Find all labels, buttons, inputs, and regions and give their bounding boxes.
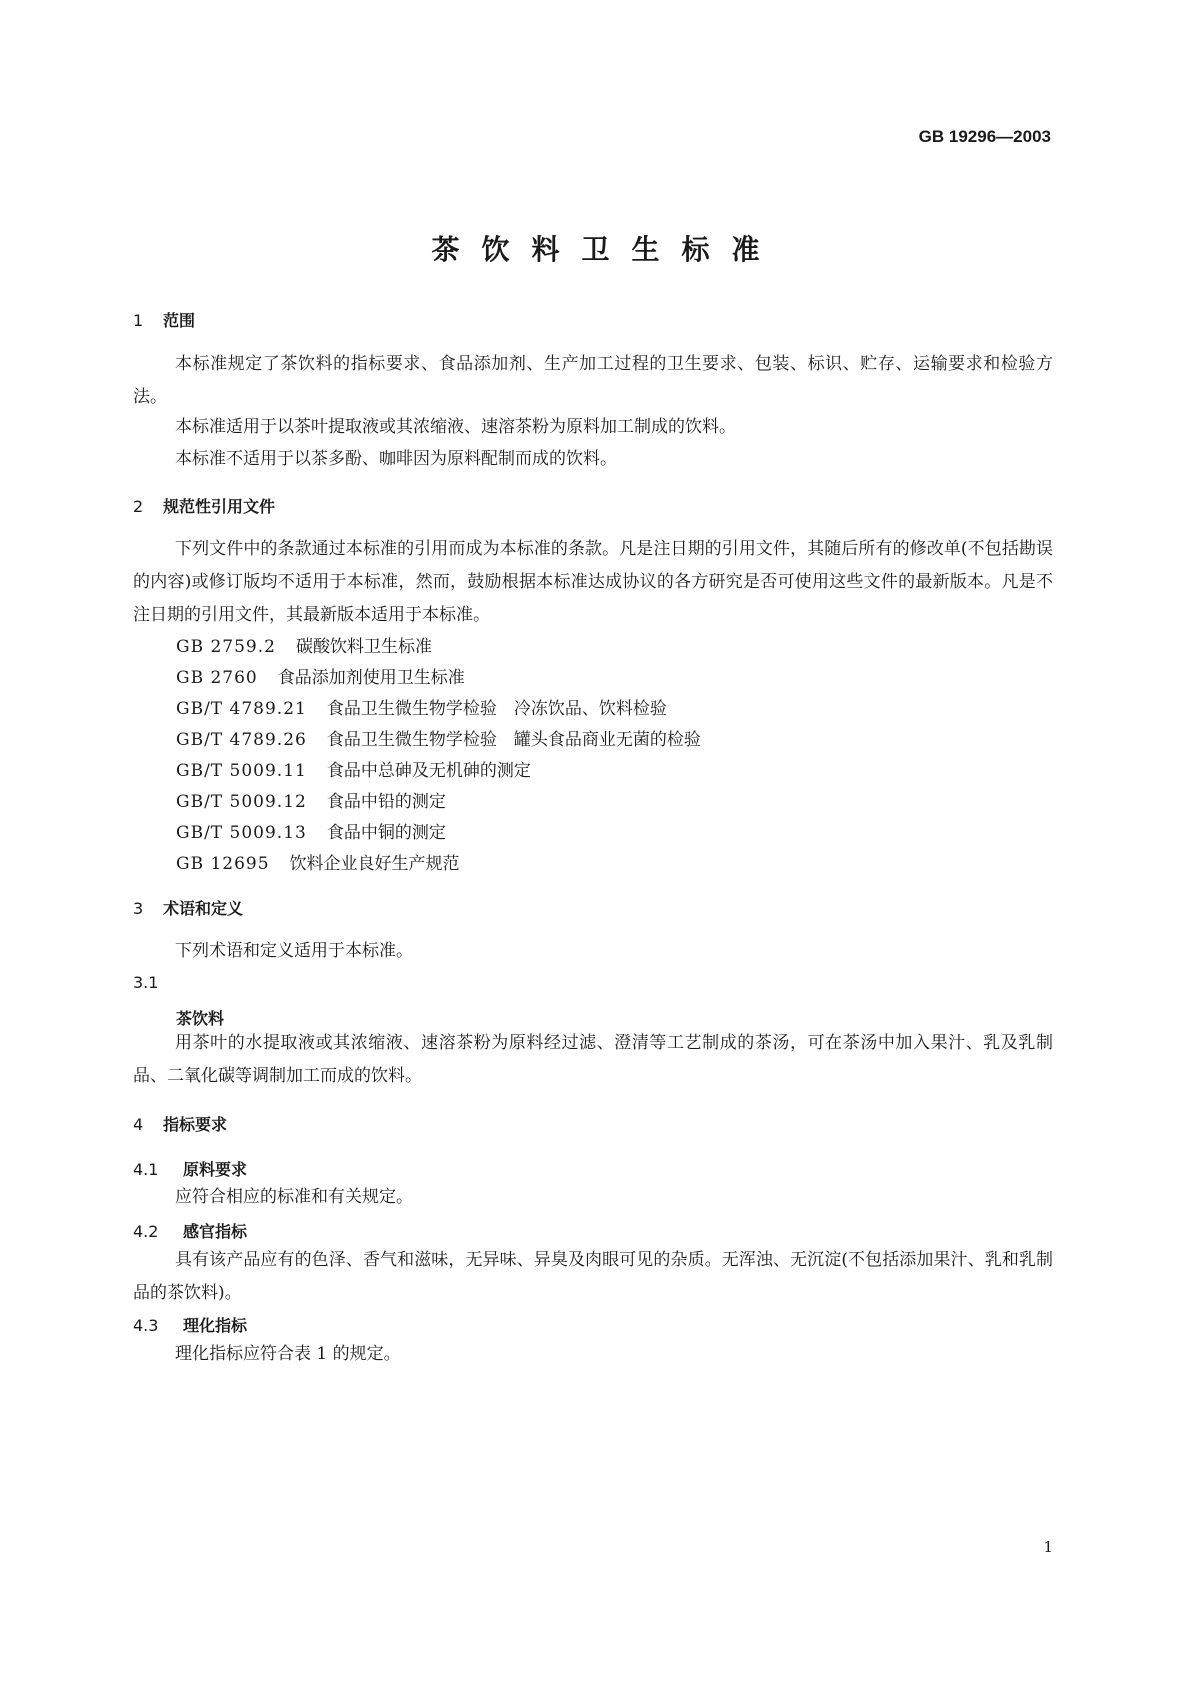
section-4-heading (133, 1112, 227, 1135)
section-1-paragraph-2: 本标准适用于以茶叶提取液或其浓缩液、速溶茶粉为原料加工制成的饮料。 (175, 417, 736, 437)
reference-name: 食品卫生微生物学检验 冷冻饮品、饮料检验 (326, 699, 667, 719)
term-definition: 用茶叶的水提取液或其浓缩液、速溶茶粉为原料经过滤、澄清等工艺制成的茶汤，可在茶汤中加入果汁、乳及乳制品、二氧化碳等调制加工而成的饮料。 (133, 1033, 1053, 1086)
section-2-paragraph-1: 下列文件中的条款通过本标准的引用而成为本标准的条款。凡是注日期的引用文件，其随后所有的修改单(不包括勘误的内容)或修订版均不适用于本标准，然而，鼓励根据本标准达成协议的各方研究是否可使用这些文件的最新版本。凡是不注日期的引用文件，其最新版本适用于本标准。 (133, 539, 1053, 625)
reference-code: GB/T 5009.11 (176, 761, 307, 781)
section-number: 4 (133, 1115, 144, 1134)
section-title: 指标要求 (163, 1115, 228, 1134)
section-number: 2 (133, 497, 144, 516)
reference-name: 食品卫生微生物学检验 罐头食品商业无菌的检验 (326, 730, 701, 750)
section-1-paragraph-3: 本标准不适用于以茶多酚、咖啡因为原料配制而成的饮料。 (175, 449, 617, 469)
subsection-number: 4.1 (133, 1160, 159, 1179)
section-number: 3 (133, 899, 144, 918)
subsection-title: 理化指标 (183, 1316, 248, 1335)
subsection-title: 感官指标 (183, 1222, 248, 1241)
subsection-4-2-heading (133, 1219, 247, 1242)
reference-item (176, 725, 701, 750)
reference-item (176, 663, 465, 688)
reference-code: GB 12695 (176, 854, 270, 874)
reference-item (176, 818, 446, 843)
reference-item (176, 787, 446, 812)
reference-name: 食品中铅的测定 (326, 792, 446, 812)
section-title: 术语和定义 (163, 899, 244, 918)
section-number: 1 (133, 311, 144, 330)
reference-code: GB/T 5009.13 (176, 823, 307, 843)
section-title: 范围 (163, 311, 196, 330)
reference-name: 食品中总砷及无机砷的测定 (326, 761, 531, 781)
subsection-4-2-text: 具有该产品应有的色泽、香气和滋味，无异味、异臭及肉眼可见的杂质。无浑浊、无沉淀(不包括添加果汁、乳和乳制品的茶饮料)。 (133, 1250, 1053, 1303)
page-number: 1 (1043, 1538, 1053, 1556)
reference-name: 食品中铜的测定 (326, 823, 446, 843)
subsection-number: 4.2 (133, 1222, 159, 1241)
reference-item (176, 632, 432, 657)
section-2-heading (133, 494, 275, 517)
subsection-4-3-heading (133, 1313, 247, 1336)
section-title: 规范性引用文件 (163, 497, 276, 516)
document-number: GB 19296—2003 (918, 127, 1051, 146)
reference-item (176, 849, 460, 874)
term-heading: 茶饮料 (176, 1009, 225, 1028)
reference-code: GB/T 5009.12 (176, 792, 307, 812)
reference-code: GB 2760 (176, 668, 258, 688)
subsection-number: 3.1 (133, 973, 159, 992)
reference-code: GB/T 4789.21 (176, 699, 307, 719)
subsection-title: 原料要求 (183, 1160, 248, 1179)
subsection-4-1-text: 应符合相应的标准和有关规定。 (175, 1187, 413, 1207)
section-1-heading (133, 308, 195, 331)
reference-code: GB 2759.2 (176, 637, 276, 657)
reference-name: 饮料企业良好生产规范 (289, 854, 460, 874)
section-1-paragraph-1: 本标准规定了茶饮料的指标要求、食品添加剂、生产加工过程的卫生要求、包装、标识、贮存、运输要求和检验方法。 (133, 354, 1053, 407)
section-3-heading (133, 896, 243, 919)
subsection-4-1-heading (133, 1157, 247, 1180)
reference-item (176, 694, 667, 719)
reference-item (176, 756, 531, 781)
subsection-4-3-text: 理化指标应符合表 1 的规定。 (175, 1344, 401, 1364)
page-title: 茶饮料卫生标准 (431, 233, 782, 266)
section-3-paragraph-1: 下列术语和定义适用于本标准。 (175, 941, 413, 961)
reference-name: 碳酸饮料卫生标准 (295, 637, 432, 657)
reference-code: GB/T 4789.26 (176, 730, 307, 750)
subsection-number: 4.3 (133, 1316, 159, 1335)
reference-name: 食品添加剂使用卫生标准 (277, 668, 465, 688)
